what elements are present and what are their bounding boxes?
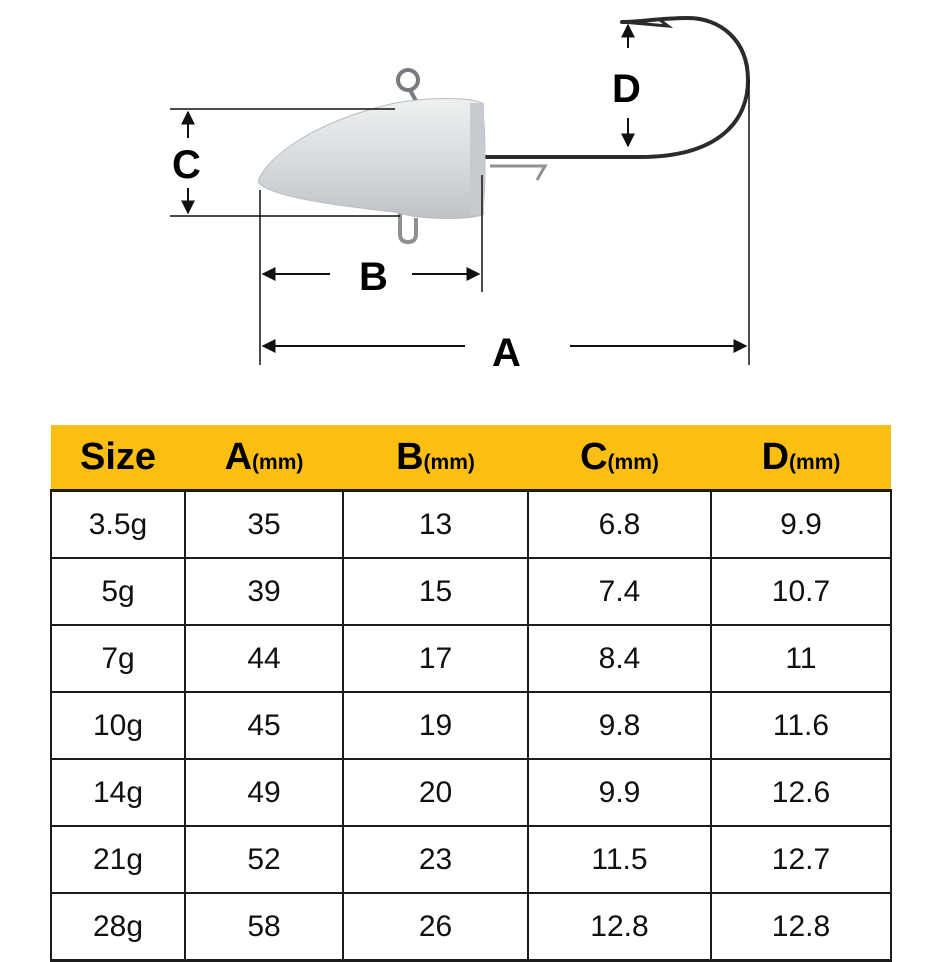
- line-tie-eye-icon: [398, 70, 418, 90]
- cell-a: 39: [185, 558, 343, 625]
- cell-c: 8.4: [528, 625, 711, 692]
- header-b: B(mm): [343, 425, 528, 491]
- cell-a: 44: [185, 625, 343, 692]
- header-d: D(mm): [711, 425, 891, 491]
- cell-size: 5g: [51, 558, 185, 625]
- cell-d: 10.7: [711, 558, 891, 625]
- table-row: [51, 826, 891, 893]
- dimension-a-label: A: [492, 331, 521, 375]
- cell-a: 35: [185, 491, 343, 559]
- cell-d: 11.6: [711, 692, 891, 759]
- cell-b: 17: [343, 625, 528, 692]
- header-c: C(mm): [528, 425, 711, 491]
- table-row: [51, 491, 891, 559]
- cell-a: 45: [185, 692, 343, 759]
- dimension-d-label: D: [612, 67, 641, 111]
- header-a: A(mm): [185, 425, 343, 491]
- hook-icon: [470, 18, 748, 157]
- table-row: [51, 893, 891, 961]
- cell-b: 19: [343, 692, 528, 759]
- jig-head-dimension-diagram: [0, 0, 950, 400]
- cell-d: 9.9: [711, 491, 891, 559]
- table-row: [51, 625, 891, 692]
- cell-size: 3.5g: [51, 491, 185, 559]
- cell-c: 7.4: [528, 558, 711, 625]
- table-row: [51, 759, 891, 826]
- cell-c: 9.9: [528, 759, 711, 826]
- cell-c: 12.8: [528, 893, 711, 961]
- cell-size: 21g: [51, 826, 185, 893]
- cell-b: 20: [343, 759, 528, 826]
- cell-size: 10g: [51, 692, 185, 759]
- cell-b: 26: [343, 893, 528, 961]
- cell-d: 12.6: [711, 759, 891, 826]
- cell-size: 28g: [51, 893, 185, 961]
- wire-keeper-icon: [490, 166, 545, 180]
- cell-size: 7g: [51, 625, 185, 692]
- table-row: [51, 558, 891, 625]
- cell-b: 15: [343, 558, 528, 625]
- lead-head-icon: [258, 99, 485, 219]
- cell-c: 6.8: [528, 491, 711, 559]
- cell-b: 13: [343, 491, 528, 559]
- dimension-c-label: C: [172, 143, 201, 187]
- table-header-row: [51, 425, 891, 491]
- cell-b: 23: [343, 826, 528, 893]
- cell-d: 12.8: [711, 893, 891, 961]
- cell-c: 9.8: [528, 692, 711, 759]
- table-row: [51, 692, 891, 759]
- size-spec-table: [50, 425, 892, 962]
- cell-a: 52: [185, 826, 343, 893]
- cell-c: 11.5: [528, 826, 711, 893]
- cell-d: 12.7: [711, 826, 891, 893]
- header-size: Size: [51, 425, 185, 491]
- cell-size: 14g: [51, 759, 185, 826]
- dimension-b-label: B: [359, 255, 388, 299]
- cell-a: 49: [185, 759, 343, 826]
- cell-a: 58: [185, 893, 343, 961]
- cell-d: 11: [711, 625, 891, 692]
